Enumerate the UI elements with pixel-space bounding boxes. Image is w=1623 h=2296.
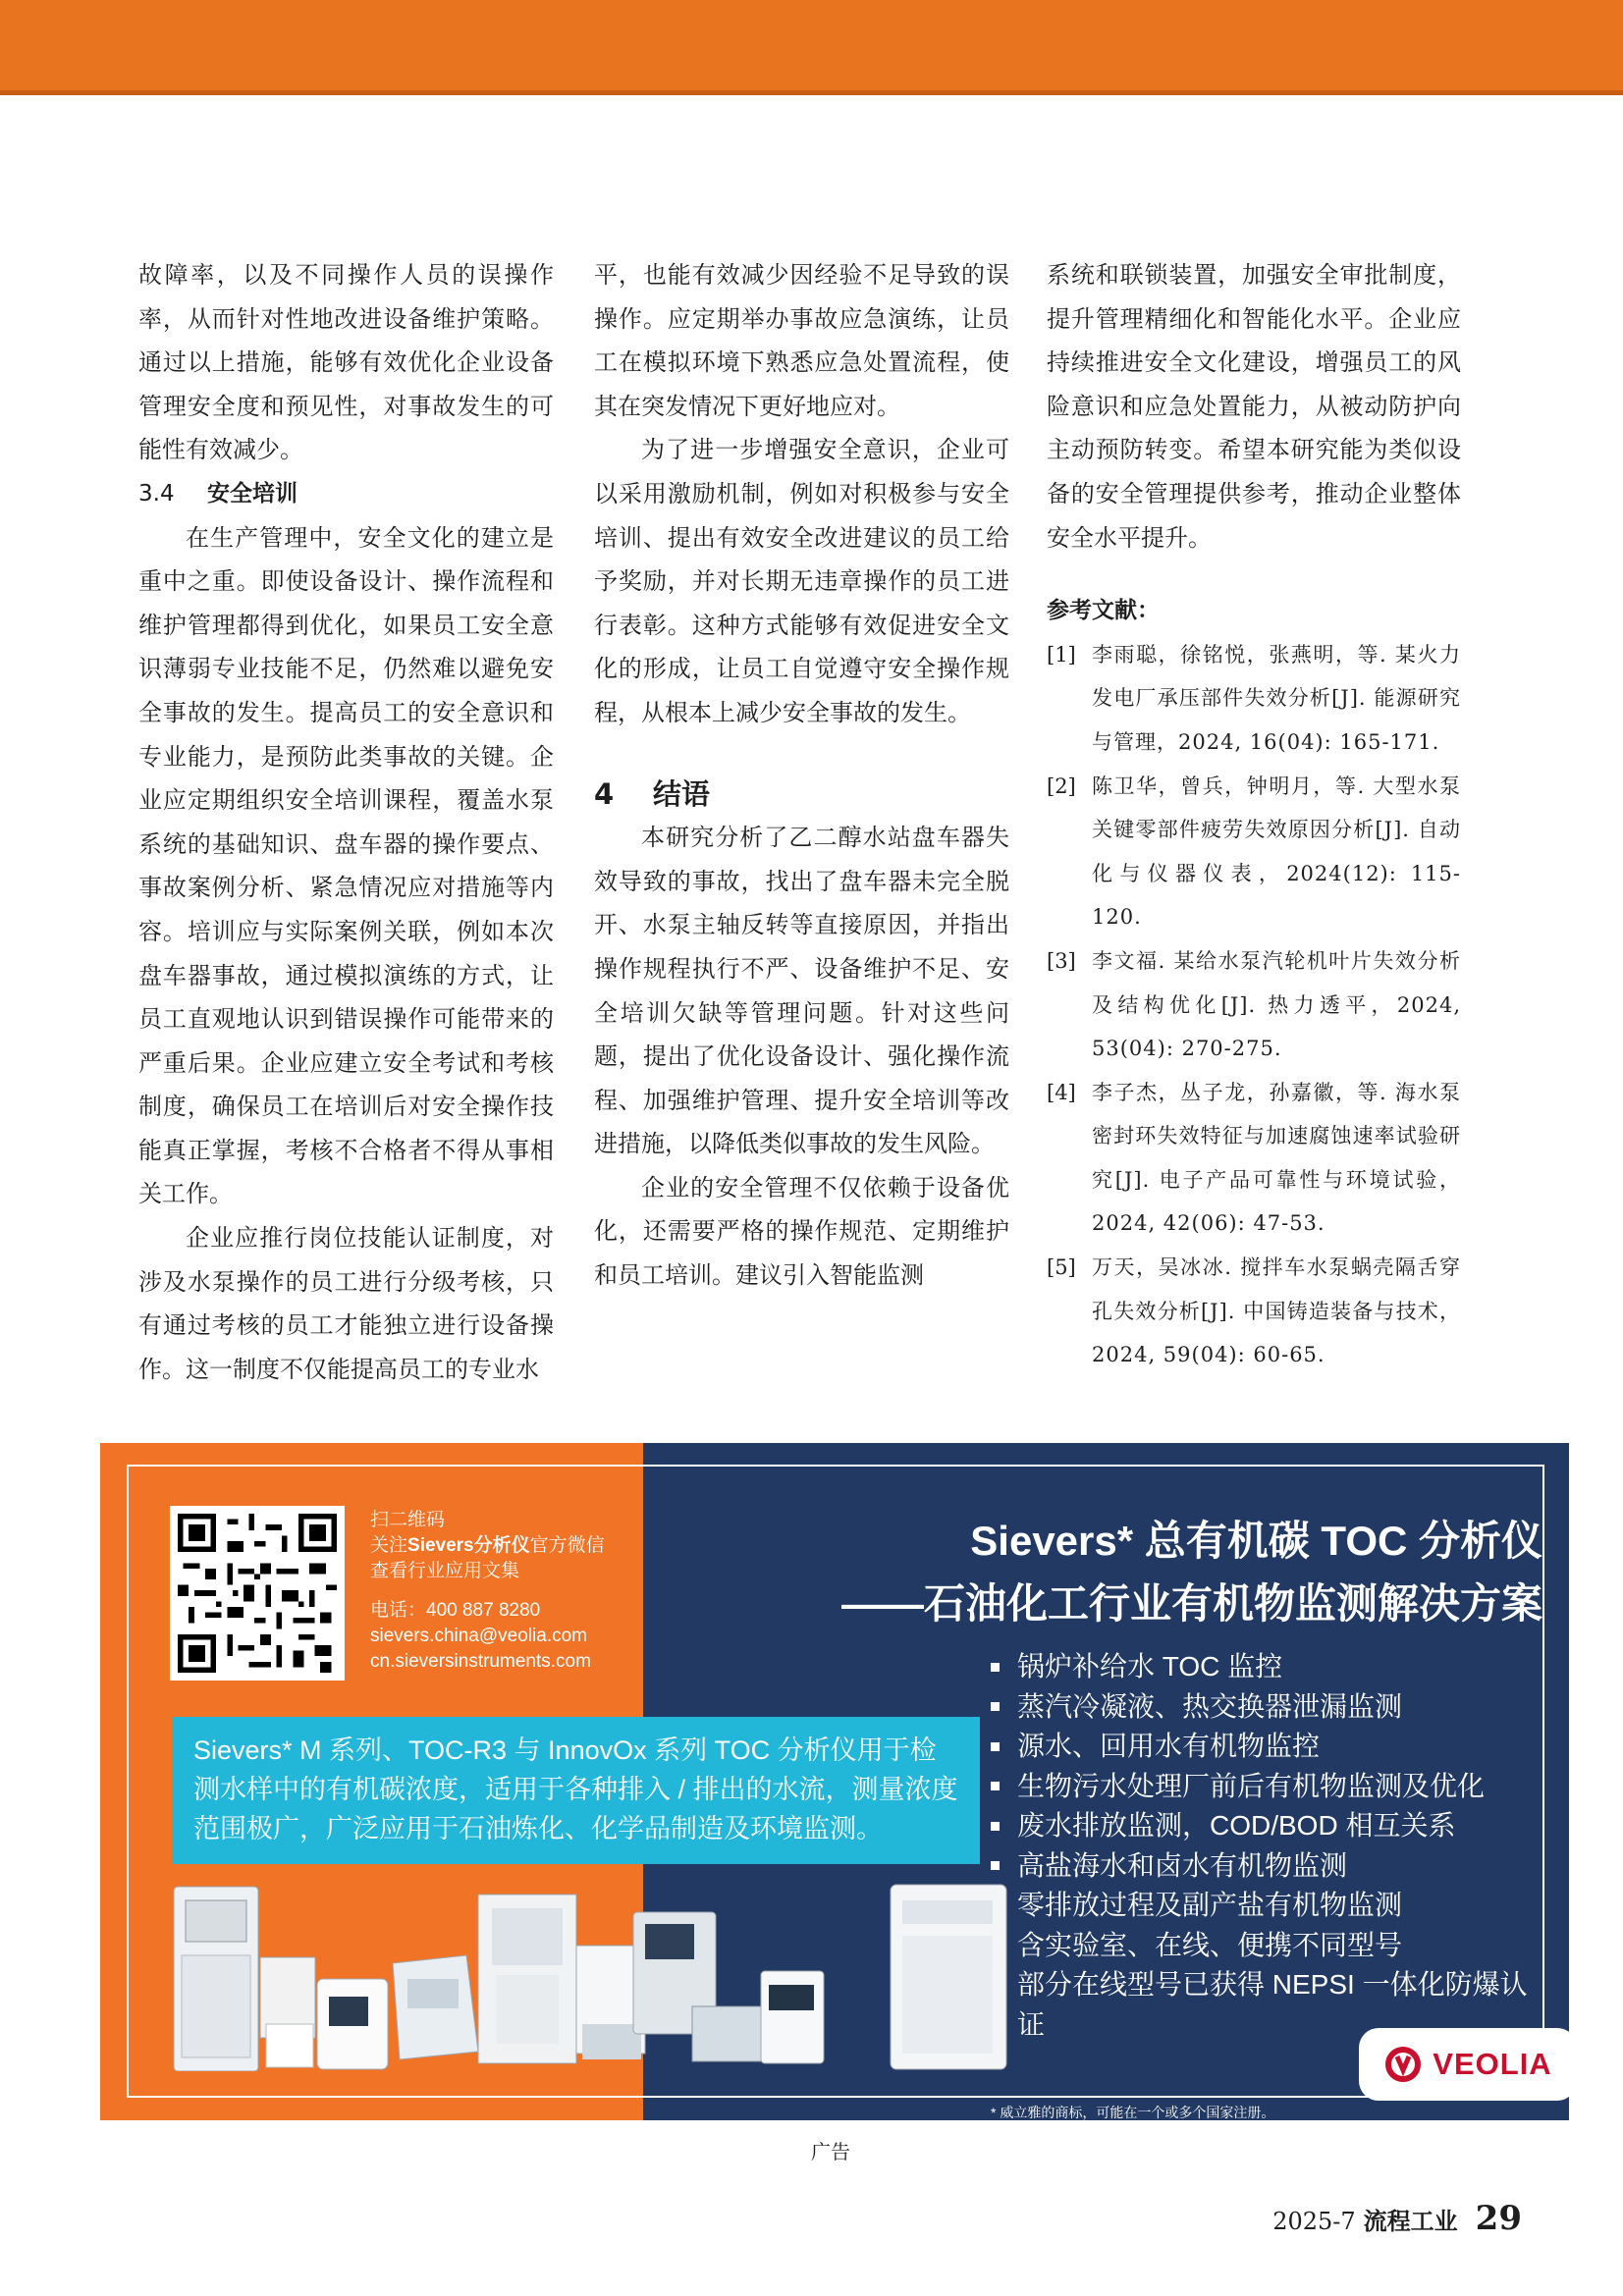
reference-number: [5]	[1047, 1255, 1076, 1280]
email-address[interactable]: sievers.china@veolia.com	[370, 1626, 587, 1646]
feature-item	[991, 1886, 1542, 1926]
reference-number: [1]	[1047, 642, 1076, 667]
bullet-icon	[991, 1822, 1000, 1831]
collection-text: 查看行业应用文集	[370, 1561, 520, 1581]
section-title: 结语	[653, 776, 711, 811]
reference-number: [2]	[1047, 774, 1076, 798]
reference-item	[1047, 1071, 1461, 1246]
bullet-icon	[991, 1861, 1000, 1870]
header-bar	[0, 0, 1623, 95]
follow-text: 关注Sievers分析仪官方微信	[370, 1535, 605, 1556]
paragraph: 企业的安全管理不仅依赖于设备优化，还需要严格的操作规范、定期维护和员工培训。建议引入智能监测	[594, 1173, 1009, 1290]
feature-item	[991, 1767, 1542, 1807]
paragraph: 企业应推行岗位技能认证制度，对涉及水泵操作的员工进行分级考核，只有通过考核的员工才能独立进行设备操作。这一制度不仅能提高员工的专业水	[138, 1224, 554, 1383]
paragraph: 故障率，以及不同操作人员的误操作率，从而针对性地改进设备维护策略。通过以上措施，能够有效优化企业设备管理安全度和预见性，对事故发生的可能性有效减少。	[138, 261, 554, 464]
feature-text: 部分在线型号已获得 NEPSI 一体化防爆认证	[1017, 1969, 1528, 2040]
paragraph: 在生产管理中，安全文化的建立是重中之重。即使设备设计、操作流程和维护管理都得到优化，如果员工安全意识薄弱专业技能不足，仍然难以避免安全事故的发生。提高员工的安全意识和专业能力，是预防此类事故的关键。企业应定期组织安全培训课程，覆盖水泵系统的基础知识、盘车器的操作要点、事故案例分析、紧急情况应对措施等内容。培训应与实际案例关联，例如本次盘车器事故，通过模拟演练的方式，让员工直观地认识到错误操作可能带来的严重后果。企业应建立安全考试和考核制度，确保员工在培训后对安全操作技能真正掌握，考核不合格者不得从事相关工作。	[138, 523, 554, 1208]
ad-headline	[806, 1510, 1542, 1635]
feature-item	[991, 1926, 1542, 1966]
feature-text: 含实验室、在线、便携不同型号	[1017, 1929, 1403, 1960]
paragraph: 为了进一步增强安全意识，企业可以采用激励机制，例如对积极参与安全培训、提出有效安全改进建议的员工给予奖励，并对长期无违章操作的员工进行表彰。这种方式能够有效促进安全文化的形成，让员工自觉遵守安全操作规程，从根本上减少安全事故的发生。	[594, 436, 1009, 726]
section-heading	[594, 773, 1009, 817]
paragraph: 本研究分析了乙二醇水站盘车器失效导致的事故，找出了盘车器未完全脱开、水泵主轴反转等直接原因，并指出操作规程执行不严、设备维护不足、安全培训欠缺等管理问题。针对这些问题，提出了优化设备设计、强化操作流程、加强维护管理、提升安全培训等改进措施，以降低类似事故的发生风险。	[594, 824, 1009, 1158]
advertisement	[100, 1443, 1569, 2120]
reference-item	[1047, 1246, 1461, 1377]
headline-line-2: ——石油化工行业有机物监测解决方案	[840, 1580, 1542, 1627]
feature-text: 生物污水处理厂前后有机物监测及优化	[1017, 1770, 1486, 1801]
brand-name: Sievers分析仪	[407, 1535, 530, 1556]
reference-text: 李雨聪，徐铭悦，张燕明，等. 某火力发电厂承压部件失效分析[J]. 能源研究与管理，2024, 16(04): 165-171.	[1092, 642, 1461, 754]
reference-text: 陈卫华，曾兵，钟明月，等. 大型水泵关键零部件疲劳失效原因分析[J]. 自动化与仪器仪表，2024(12): 115-120.	[1092, 774, 1461, 930]
feature-text: 锅炉补给水 TOC 监控	[1017, 1651, 1283, 1682]
section-number: 3.4	[138, 480, 175, 507]
logo-wordmark: VEOLIA	[1433, 2047, 1552, 2081]
reference-number: [4]	[1047, 1080, 1076, 1104]
feature-text: 高盐海水和卤水有机物监测	[1017, 1849, 1348, 1881]
ad-frame	[127, 1465, 1552, 2120]
ad-label: 广告	[811, 2142, 850, 2163]
reference-item	[1047, 633, 1461, 765]
reference-text: 李文福. 某给水泵汽轮机叶片失效分析及结构优化[J]. 热力透平，2024, 53(04): 270-275.	[1092, 948, 1461, 1061]
headline-line-1: Sievers* 总有机碳 TOC 分析仪	[970, 1518, 1542, 1564]
product-images	[172, 1877, 1060, 2071]
feature-item	[991, 1727, 1542, 1767]
section-heading	[138, 472, 554, 516]
website-link[interactable]: cn.sieversinstruments.com	[370, 1651, 591, 1672]
bullet-icon	[991, 1663, 1000, 1672]
page-number: 29	[1475, 2199, 1522, 2238]
paragraph: 系统和联锁装置，加强安全审批制度，提升管理精细化和智能化水平。企业应持续推进安全文化建设，增强员工的风险意识和应急处置能力，从被动防护向主动预防转变。希望本研究能为类似设备的安全管理提供参考，推动企业整体安全水平提升。	[1047, 261, 1461, 552]
scan-text: 扫二维码	[370, 1510, 446, 1530]
reference-item	[1047, 765, 1461, 939]
section-title: 安全培训	[207, 480, 298, 507]
feature-text: 零排放过程及副产盐有机物监测	[1017, 1890, 1403, 1920]
feature-text: 源水、回用水有机物监控	[1017, 1731, 1321, 1761]
reference-item	[1047, 939, 1461, 1071]
issue-number: 2025-7	[1272, 2208, 1356, 2235]
feature-text: 蒸汽冷凝液、热交换器泄漏监测	[1017, 1690, 1403, 1722]
reference-text: 万天，吴冰冰. 搅拌车水泵蜗壳隔舌穿孔失效分析[J]. 中国铸造装备与技术，2024, 59(04): 60-65.	[1092, 1255, 1461, 1367]
page-footer	[1272, 2199, 1522, 2238]
column-1	[138, 253, 554, 1391]
feature-item	[991, 1647, 1542, 1687]
feature-list	[991, 1647, 1542, 2045]
veolia-logo-icon	[1383, 2045, 1423, 2084]
column-3	[1047, 253, 1461, 1377]
reference-text: 李子杰，丛子龙，孙嘉徽，等. 海水泵密封环失效特征与加速腐蚀速率试验研究[J]. 电子产品可靠性与环境试验，2024, 42(06): 47-53.	[1092, 1080, 1461, 1236]
bullet-icon	[991, 1742, 1000, 1751]
veolia-logo	[1359, 2028, 1577, 2101]
feature-item	[991, 1806, 1542, 1846]
feature-text: 废水排放监测，COD/BOD 相互关系	[1017, 1810, 1456, 1841]
bullet-icon	[991, 1702, 1000, 1711]
product-description: Sievers* M 系列、TOC-R3 与 InnovOx 系列 TOC 分析仪用于检测水样中的有机碳浓度，适用于各种排入 / 排出的水流，测量浓度范围极广，广泛应用于石油炼化、化学品制造及环境监测。	[172, 1717, 980, 1864]
bullet-icon	[991, 1782, 1000, 1790]
contact-info	[370, 1508, 605, 1675]
column-2	[594, 253, 1009, 1298]
qr-code-icon[interactable]	[170, 1506, 345, 1681]
section-number: 4	[594, 776, 615, 811]
feature-item	[991, 1687, 1542, 1728]
references-heading: 参考文献：	[1047, 598, 1160, 624]
magazine-name: 流程工业	[1363, 2207, 1458, 2235]
paragraph: 平，也能有效减少因经验不足导致的误操作。应定期举办事故应急演练，让员工在模拟环境下熟悉应急处置流程，使其在突发情况下更好地应对。	[594, 261, 1009, 420]
feature-item	[991, 1846, 1542, 1887]
phone-number: 电话：400 887 8280	[370, 1600, 541, 1621]
qr-code-graphic	[178, 1514, 337, 1673]
trademark-note: * 威立雅的商标，可能在一个或多个国家注册。	[991, 2105, 1275, 2120]
reference-number: [3]	[1047, 948, 1076, 973]
